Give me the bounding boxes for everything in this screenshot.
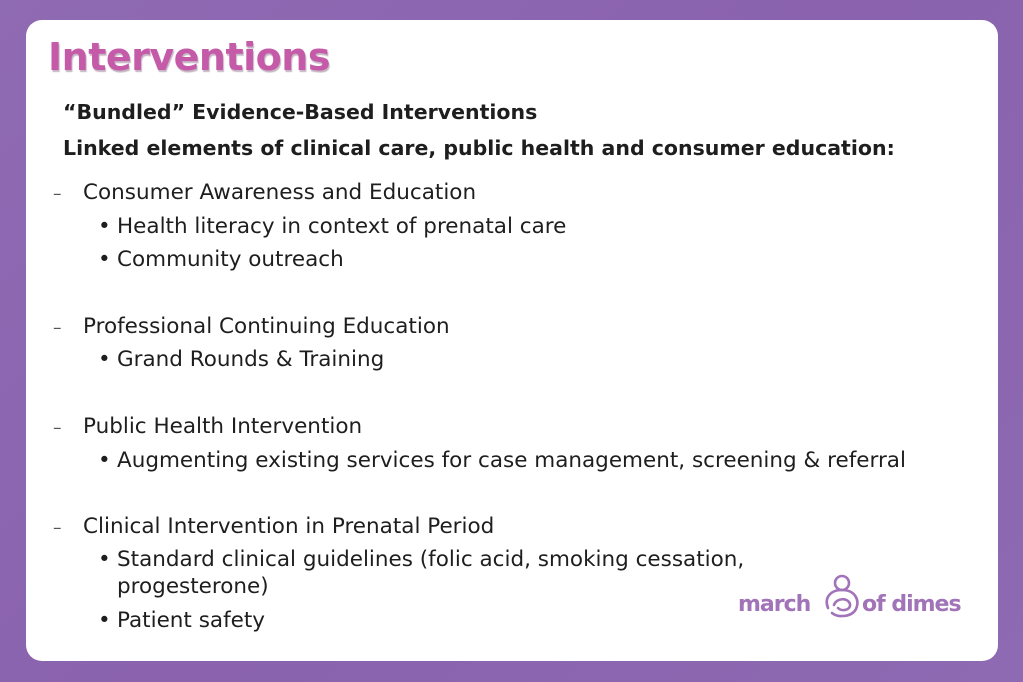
section-heading: Consumer Awareness and Education [83, 180, 477, 205]
dash-marker: – [53, 318, 62, 338]
dash-marker: – [53, 184, 62, 204]
section-clinical-intervention [53, 516, 494, 538]
bullet-text: Grand Rounds & Training [117, 347, 385, 372]
list-item [98, 447, 978, 474]
logo-word-march: march [738, 592, 811, 617]
list-item [98, 213, 978, 240]
bullet-text: Health literacy in context of prenatal care [117, 214, 567, 239]
bullet-marker: • [98, 448, 111, 473]
list-item [98, 346, 978, 373]
section-professional-education [53, 316, 450, 338]
section-heading: Clinical Intervention in Prenatal Period [83, 514, 495, 539]
section-heading: Professional Continuing Education [83, 314, 450, 339]
bullet-marker: • [98, 547, 111, 572]
section-heading: Public Health Intervention [83, 414, 363, 439]
dash-marker: – [53, 518, 62, 538]
slide-panel [26, 20, 998, 661]
bullet-marker: • [98, 214, 111, 239]
bullet-marker: • [98, 247, 111, 272]
march-of-dimes-logo [738, 572, 970, 620]
list-item [98, 246, 978, 273]
section-consumer-awareness [53, 182, 476, 204]
bullet-text: Standard clinical guidelines (folic acid, smoking cessation, progesterone) [117, 547, 745, 599]
subtitle-linked-elements: Linked elements of clinical care, public health and consumer education: [63, 136, 895, 160]
subtitle-bundled: “Bundled” Evidence-Based Interventions [63, 100, 538, 124]
bullet-marker: • [98, 608, 111, 633]
logo-word-of-dimes: of dimes [862, 592, 961, 617]
mother-and-baby-icon [818, 572, 864, 620]
bullet-text: Patient safety [117, 608, 266, 633]
list-item [98, 546, 798, 600]
dash-marker: – [53, 418, 62, 438]
slide-title: Interventions [48, 35, 330, 79]
bullet-text: Augmenting existing services for case management, screening & referral [117, 448, 906, 473]
intervention-list [26, 20, 998, 661]
section-public-health [53, 416, 362, 438]
bullet-text: Community outreach [117, 247, 344, 272]
bullet-marker: • [98, 347, 111, 372]
